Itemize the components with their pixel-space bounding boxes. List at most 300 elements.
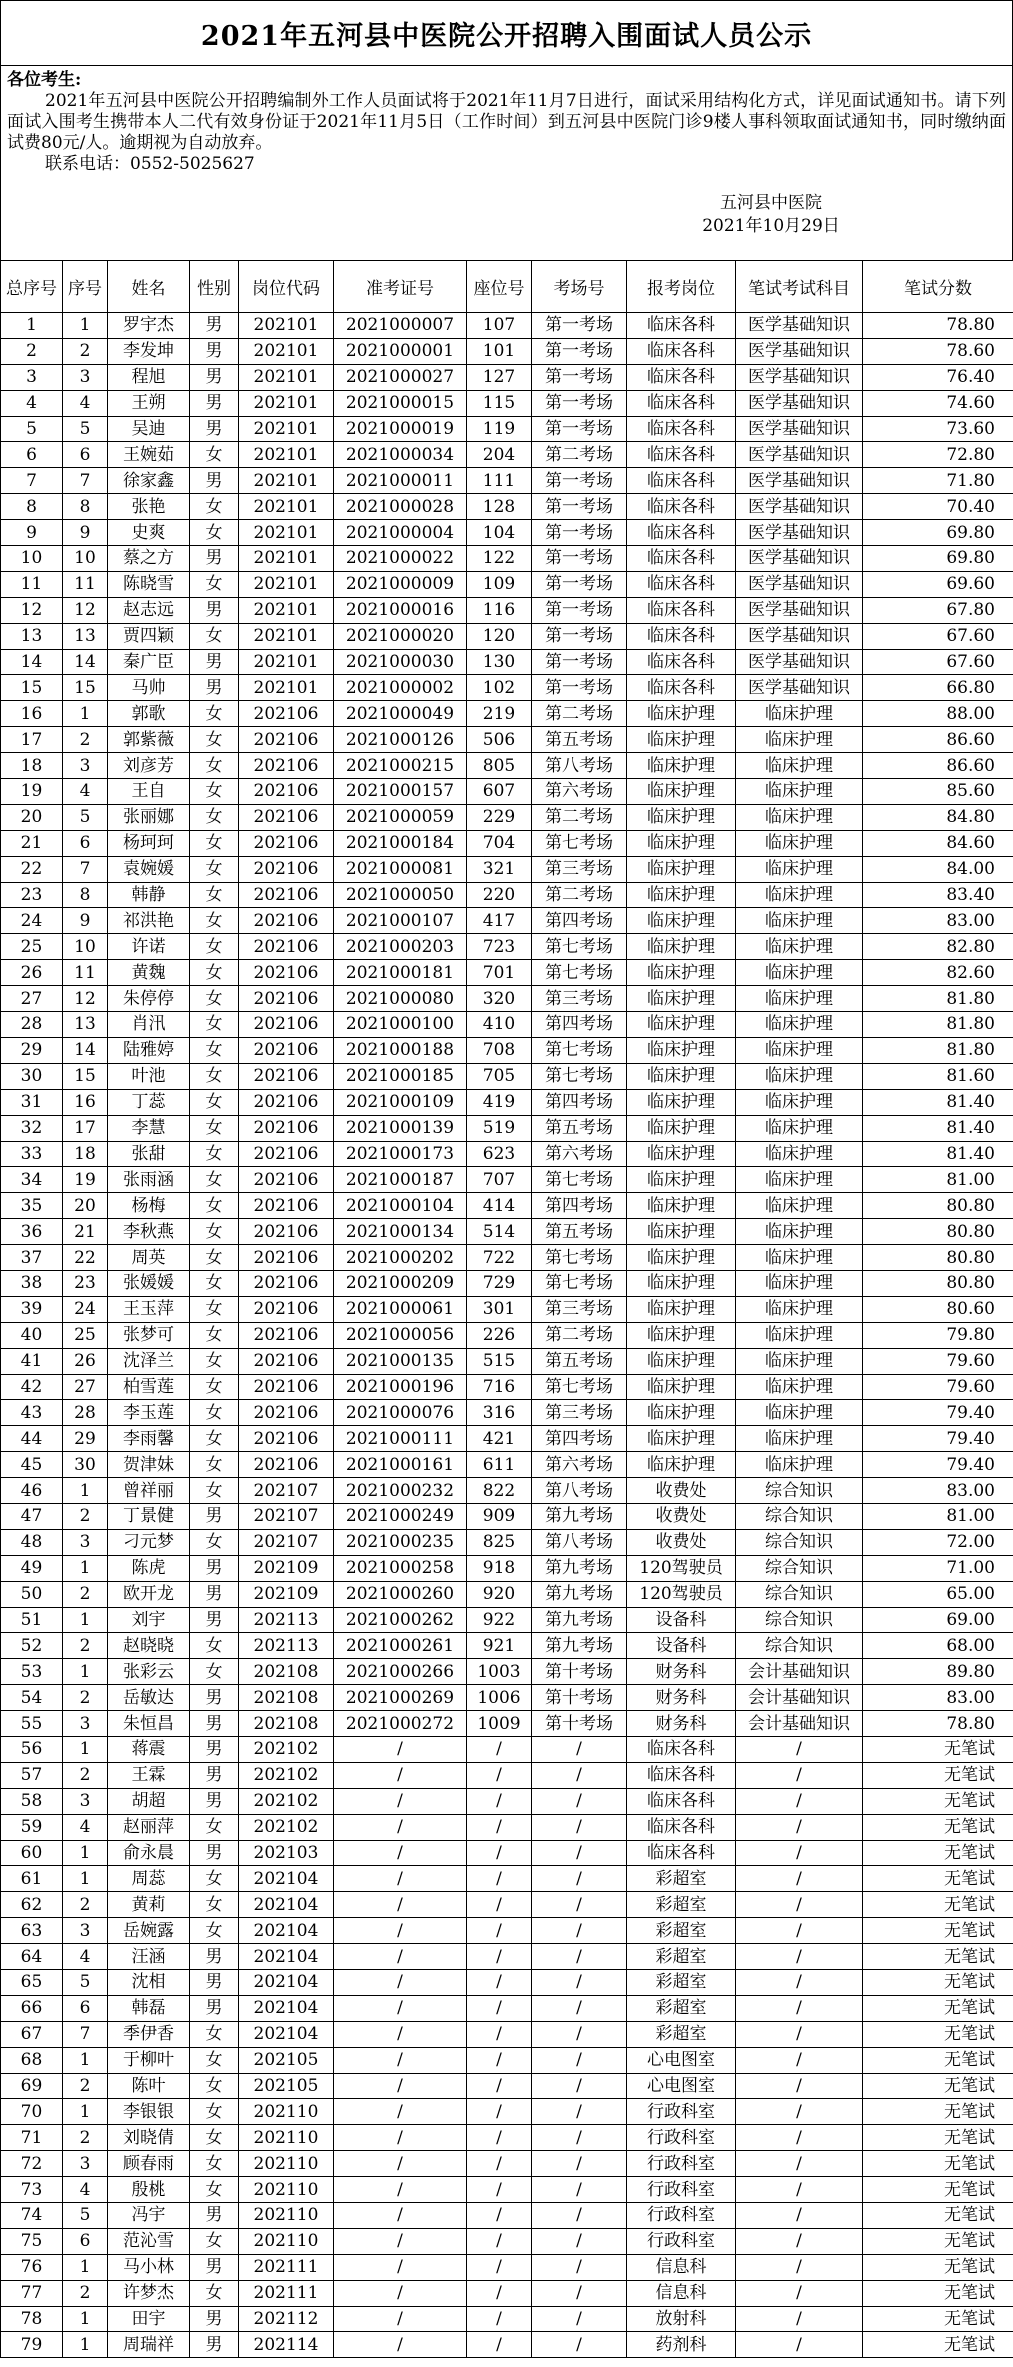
- cell-post-code: 202106: [239, 934, 334, 960]
- cell-seat-no: 107: [467, 313, 532, 339]
- cell-post-code: 202105: [239, 2047, 334, 2073]
- table-row: [1, 856, 1013, 882]
- cell-exam-subject: 临床护理: [736, 1063, 863, 1089]
- cell-gender: 男: [190, 1840, 239, 1866]
- cell-seq-no: 29: [63, 1426, 108, 1452]
- cell-name: 赵志远: [108, 597, 190, 623]
- cell-position: 临床护理: [627, 1374, 736, 1400]
- cell-gender: 男: [190, 1736, 239, 1762]
- cell-name: 陈叶: [108, 2073, 190, 2099]
- cell-position: 财务科: [627, 1685, 736, 1711]
- cell-exam-subject: 临床护理: [736, 1426, 863, 1452]
- column-header-total-no: 总序号: [1, 261, 63, 313]
- cell-room-no: 第七考场: [532, 1167, 627, 1193]
- cell-position: 设备科: [627, 1633, 736, 1659]
- cell-gender: 女: [190, 1400, 239, 1426]
- cell-ticket-no: /: [334, 1892, 467, 1918]
- cell-total-no: 34: [1, 1167, 63, 1193]
- column-header-room-no: 考场号: [532, 261, 627, 313]
- cell-score: 80.80: [863, 1270, 1013, 1296]
- table-row: [1, 623, 1013, 649]
- cell-seq-no: 1: [63, 701, 108, 727]
- cell-seq-no: 18: [63, 1141, 108, 1167]
- table-row: [1, 1788, 1013, 1814]
- cell-exam-subject: 医学基础知识: [736, 597, 863, 623]
- cell-post-code: 202106: [239, 856, 334, 882]
- cell-seq-no: 14: [63, 1037, 108, 1063]
- cell-ticket-no: 2021000187: [334, 1167, 467, 1193]
- cell-total-no: 39: [1, 1296, 63, 1322]
- cell-position: 行政科室: [627, 2151, 736, 2177]
- cell-total-no: 56: [1, 1736, 63, 1762]
- cell-seat-no: 301: [467, 1296, 532, 1322]
- notice-block: [0, 65, 1013, 260]
- notice-contact: 联系电话：0552-5025627: [45, 154, 255, 174]
- cell-exam-subject: 临床护理: [736, 1115, 863, 1141]
- cell-exam-subject: 综合知识: [736, 1529, 863, 1555]
- cell-seq-no: 2: [63, 727, 108, 753]
- cell-exam-subject: /: [736, 2228, 863, 2254]
- cell-total-no: 5: [1, 416, 63, 442]
- cell-room-no: /: [532, 2254, 627, 2280]
- cell-position: 行政科室: [627, 2099, 736, 2125]
- cell-seat-no: /: [467, 1866, 532, 1892]
- cell-exam-subject: 综合知识: [736, 1503, 863, 1529]
- cell-room-no: 第三考场: [532, 856, 627, 882]
- cell-position: 临床护理: [627, 908, 736, 934]
- cell-seq-no: 12: [63, 597, 108, 623]
- cell-seq-no: 5: [63, 804, 108, 830]
- cell-seat-no: 321: [467, 856, 532, 882]
- cell-total-no: 40: [1, 1322, 63, 1348]
- cell-position: 彩超室: [627, 1918, 736, 1944]
- cell-post-code: 202102: [239, 1736, 334, 1762]
- column-header-seat-no: 座位号: [467, 261, 532, 313]
- cell-seat-no: 723: [467, 934, 532, 960]
- cell-seq-no: 1: [63, 1478, 108, 1504]
- cell-seq-no: 1: [63, 1659, 108, 1685]
- table-row: [1, 649, 1013, 675]
- cell-ticket-no: 2021000203: [334, 934, 467, 960]
- cell-exam-subject: /: [736, 1840, 863, 1866]
- cell-position: 临床各科: [627, 623, 736, 649]
- cell-seq-no: 4: [63, 390, 108, 416]
- cell-name: 罗宇杰: [108, 313, 190, 339]
- cell-seq-no: 1: [63, 313, 108, 339]
- cell-gender: 女: [190, 442, 239, 468]
- table-row: [1, 1736, 1013, 1762]
- cell-gender: 女: [190, 986, 239, 1012]
- cell-seq-no: 2: [63, 1503, 108, 1529]
- cell-ticket-no: /: [334, 1995, 467, 2021]
- cell-gender: 女: [190, 934, 239, 960]
- cell-name: 袁婉媛: [108, 856, 190, 882]
- cell-gender: 男: [190, 2332, 239, 2358]
- cell-score: 67.60: [863, 649, 1013, 675]
- cell-total-no: 2: [1, 338, 63, 364]
- cell-score: 81.40: [863, 1115, 1013, 1141]
- table-row: [1, 1503, 1013, 1529]
- cell-total-no: 14: [1, 649, 63, 675]
- table-row: [1, 1348, 1013, 1374]
- cell-exam-subject: /: [736, 1788, 863, 1814]
- cell-total-no: 38: [1, 1270, 63, 1296]
- cell-total-no: 17: [1, 727, 63, 753]
- cell-seq-no: 1: [63, 1736, 108, 1762]
- cell-total-no: 37: [1, 1245, 63, 1271]
- table-row: [1, 1633, 1013, 1659]
- cell-position: 临床护理: [627, 753, 736, 779]
- cell-gender: 女: [190, 2047, 239, 2073]
- cell-total-no: 51: [1, 1607, 63, 1633]
- cell-total-no: 31: [1, 1089, 63, 1115]
- cell-exam-subject: 医学基础知识: [736, 520, 863, 546]
- cell-score: 70.40: [863, 494, 1013, 520]
- cell-score: 无笔试: [863, 1918, 1013, 1944]
- notice-issuer: 五河县中医院: [720, 193, 822, 213]
- cell-seat-no: 119: [467, 416, 532, 442]
- cell-position: 彩超室: [627, 2021, 736, 2047]
- cell-room-no: 第二考场: [532, 701, 627, 727]
- cell-score: 81.80: [863, 1037, 1013, 1063]
- cell-gender: 男: [190, 675, 239, 701]
- cell-seat-no: 421: [467, 1426, 532, 1452]
- cell-ticket-no: 2021000266: [334, 1659, 467, 1685]
- table-row: [1, 520, 1013, 546]
- table-row: [1, 2125, 1013, 2151]
- cell-seat-no: 410: [467, 1012, 532, 1038]
- cell-total-no: 71: [1, 2125, 63, 2151]
- cell-post-code: 202104: [239, 1918, 334, 1944]
- cell-room-no: /: [532, 1840, 627, 1866]
- cell-position: 临床各科: [627, 1762, 736, 1788]
- cell-gender: 男: [190, 1944, 239, 1970]
- cell-seat-no: 701: [467, 960, 532, 986]
- cell-total-no: 59: [1, 1814, 63, 1840]
- cell-gender: 女: [190, 2073, 239, 2099]
- cell-exam-subject: 医学基础知识: [736, 494, 863, 520]
- cell-seat-no: /: [467, 2047, 532, 2073]
- cell-exam-subject: 综合知识: [736, 1478, 863, 1504]
- cell-position: 设备科: [627, 1607, 736, 1633]
- cell-gender: 女: [190, 1037, 239, 1063]
- cell-ticket-no: /: [334, 1840, 467, 1866]
- cell-total-no: 46: [1, 1478, 63, 1504]
- table-row: [1, 727, 1013, 753]
- cell-gender: 男: [190, 2203, 239, 2229]
- cell-seq-no: 6: [63, 1995, 108, 2021]
- cell-exam-subject: 临床护理: [736, 908, 863, 934]
- cell-seq-no: 1: [63, 1866, 108, 1892]
- cell-name: 刁元梦: [108, 1529, 190, 1555]
- cell-ticket-no: 2021000104: [334, 1193, 467, 1219]
- cell-ticket-no: 2021000269: [334, 1685, 467, 1711]
- cell-ticket-no: /: [334, 2073, 467, 2099]
- cell-ticket-no: 2021000209: [334, 1270, 467, 1296]
- cell-exam-subject: /: [736, 1892, 863, 1918]
- cell-name: 丁景健: [108, 1503, 190, 1529]
- cell-ticket-no: 2021000080: [334, 986, 467, 1012]
- cell-post-code: 202101: [239, 675, 334, 701]
- cell-seat-no: /: [467, 2228, 532, 2254]
- cell-ticket-no: 2021000009: [334, 571, 467, 597]
- cell-score: 84.00: [863, 856, 1013, 882]
- cell-ticket-no: 2021000076: [334, 1400, 467, 1426]
- cell-position: 临床护理: [627, 882, 736, 908]
- cell-room-no: 第八考场: [532, 753, 627, 779]
- cell-room-no: 第一考场: [532, 338, 627, 364]
- cell-seq-no: 1: [63, 1555, 108, 1581]
- cell-seq-no: 9: [63, 908, 108, 934]
- cell-position: 临床护理: [627, 1400, 736, 1426]
- cell-score: 65.00: [863, 1581, 1013, 1607]
- cell-seat-no: 111: [467, 468, 532, 494]
- cell-name: 肖汛: [108, 1012, 190, 1038]
- cell-post-code: 202113: [239, 1607, 334, 1633]
- title-box: [0, 0, 1013, 65]
- cell-score: 67.60: [863, 623, 1013, 649]
- cell-post-code: 202106: [239, 804, 334, 830]
- cell-exam-subject: 医学基础知识: [736, 442, 863, 468]
- table-row: [1, 1426, 1013, 1452]
- cell-score: 无笔试: [863, 2151, 1013, 2177]
- cell-post-code: 202104: [239, 1970, 334, 1996]
- cell-room-no: 第一考场: [532, 364, 627, 390]
- cell-gender: 女: [190, 1296, 239, 1322]
- cell-name: 张甜: [108, 1141, 190, 1167]
- cell-score: 无笔试: [863, 2280, 1013, 2306]
- cell-total-no: 4: [1, 390, 63, 416]
- cell-score: 无笔试: [863, 1788, 1013, 1814]
- cell-room-no: 第七考场: [532, 1374, 627, 1400]
- cell-total-no: 53: [1, 1659, 63, 1685]
- cell-position: 临床护理: [627, 960, 736, 986]
- cell-gender: 男: [190, 1581, 239, 1607]
- table-row: [1, 442, 1013, 468]
- cell-position: 临床护理: [627, 1245, 736, 1271]
- cell-score: 无笔试: [863, 1736, 1013, 1762]
- cell-exam-subject: 临床护理: [736, 1270, 863, 1296]
- cell-name: 胡超: [108, 1788, 190, 1814]
- cell-name: 秦广臣: [108, 649, 190, 675]
- cell-name: 俞永晨: [108, 1840, 190, 1866]
- cell-name: 王自: [108, 779, 190, 805]
- cell-room-no: /: [532, 1918, 627, 1944]
- cell-name: 殷桃: [108, 2177, 190, 2203]
- cell-room-no: /: [532, 1814, 627, 1840]
- cell-room-no: 第六考场: [532, 779, 627, 805]
- cell-score: 83.00: [863, 908, 1013, 934]
- cell-score: 89.80: [863, 1659, 1013, 1685]
- cell-seat-no: 920: [467, 1581, 532, 1607]
- table-row: [1, 1607, 1013, 1633]
- cell-exam-subject: 临床护理: [736, 1296, 863, 1322]
- cell-gender: 女: [190, 701, 239, 727]
- cell-room-no: /: [532, 2125, 627, 2151]
- cell-gender: 女: [190, 520, 239, 546]
- column-header-name: 姓名: [108, 261, 190, 313]
- cell-seq-no: 15: [63, 1063, 108, 1089]
- cell-seat-no: 130: [467, 649, 532, 675]
- cell-exam-subject: /: [736, 1970, 863, 1996]
- cell-post-code: 202106: [239, 908, 334, 934]
- cell-seq-no: 2: [63, 1581, 108, 1607]
- cell-post-code: 202101: [239, 571, 334, 597]
- cell-name: 顾春雨: [108, 2151, 190, 2177]
- cell-room-no: 第三考场: [532, 1296, 627, 1322]
- cell-gender: 女: [190, 960, 239, 986]
- cell-gender: 女: [190, 1012, 239, 1038]
- cell-room-no: /: [532, 2228, 627, 2254]
- cell-seat-no: /: [467, 1762, 532, 1788]
- table-row: [1, 1866, 1013, 1892]
- cell-seq-no: 27: [63, 1374, 108, 1400]
- cell-score: 无笔试: [863, 1995, 1013, 2021]
- cell-name: 朱恒昌: [108, 1711, 190, 1737]
- cell-seat-no: /: [467, 1995, 532, 2021]
- cell-exam-subject: 医学基础知识: [736, 675, 863, 701]
- cell-position: 临床各科: [627, 597, 736, 623]
- cell-score: 无笔试: [863, 1814, 1013, 1840]
- cell-seq-no: 3: [63, 1711, 108, 1737]
- cell-score: 83.00: [863, 1685, 1013, 1711]
- cell-ticket-no: 2021000034: [334, 442, 467, 468]
- notice-body: 2021年五河县中医院公开招聘编制外工作人员面试将于2021年11月7日进行，面试采用结构化方式，详见面试通知书。请下列面试入围考生携带本人二代有效身份证于2021年11月5日（工作时间）到五河县中医院门诊9楼人事科领取面试通知书，同时缴纳面试费80元/人。逾期视为自动放弃。: [7, 91, 1006, 153]
- cell-seat-no: /: [467, 1892, 532, 1918]
- cell-total-no: 69: [1, 2073, 63, 2099]
- cell-seq-no: 1: [63, 2047, 108, 2073]
- table-row: [1, 675, 1013, 701]
- cell-name: 许梦杰: [108, 2280, 190, 2306]
- column-header-seq-no: 序号: [63, 261, 108, 313]
- cell-total-no: 16: [1, 701, 63, 727]
- table-row: [1, 338, 1013, 364]
- cell-position: 临床护理: [627, 934, 736, 960]
- column-header-ticket-no: 准考证号: [334, 261, 467, 313]
- cell-ticket-no: 2021000015: [334, 390, 467, 416]
- cell-ticket-no: /: [334, 1866, 467, 1892]
- cell-name: 岳敏达: [108, 1685, 190, 1711]
- cell-position: 临床各科: [627, 364, 736, 390]
- table-row: [1, 416, 1013, 442]
- cell-name: 陈晓雪: [108, 571, 190, 597]
- cell-post-code: 202106: [239, 1296, 334, 1322]
- cell-name: 张梦可: [108, 1322, 190, 1348]
- cell-total-no: 36: [1, 1219, 63, 1245]
- cell-total-no: 19: [1, 779, 63, 805]
- cell-ticket-no: 2021000019: [334, 416, 467, 442]
- cell-seq-no: 15: [63, 675, 108, 701]
- cell-seat-no: 729: [467, 1270, 532, 1296]
- cell-position: 临床各科: [627, 546, 736, 572]
- cell-ticket-no: 2021000157: [334, 779, 467, 805]
- cell-seq-no: 24: [63, 1296, 108, 1322]
- cell-score: 86.60: [863, 753, 1013, 779]
- cell-post-code: 202111: [239, 2254, 334, 2280]
- cell-seat-no: 716: [467, 1374, 532, 1400]
- cell-position: 临床护理: [627, 1322, 736, 1348]
- cell-room-no: /: [532, 2332, 627, 2358]
- cell-room-no: 第七考场: [532, 1063, 627, 1089]
- cell-ticket-no: 2021000196: [334, 1374, 467, 1400]
- cell-seq-no: 3: [63, 1788, 108, 1814]
- cell-name: 冯宇: [108, 2203, 190, 2229]
- cell-exam-subject: /: [736, 2021, 863, 2047]
- cell-total-no: 6: [1, 442, 63, 468]
- cell-room-no: 第一考场: [532, 313, 627, 339]
- cell-total-no: 45: [1, 1452, 63, 1478]
- cell-room-no: /: [532, 2177, 627, 2203]
- cell-exam-subject: /: [736, 2306, 863, 2332]
- cell-score: 71.00: [863, 1555, 1013, 1581]
- cell-ticket-no: 2021000011: [334, 468, 467, 494]
- cell-ticket-no: /: [334, 1970, 467, 1996]
- cell-room-no: 第一考场: [532, 520, 627, 546]
- cell-exam-subject: 临床护理: [736, 1012, 863, 1038]
- cell-ticket-no: 2021000049: [334, 701, 467, 727]
- cell-post-code: 202106: [239, 1426, 334, 1452]
- cell-score: 80.80: [863, 1219, 1013, 1245]
- cell-seat-no: 918: [467, 1555, 532, 1581]
- cell-exam-subject: 临床护理: [736, 882, 863, 908]
- cell-seq-no: 19: [63, 1167, 108, 1193]
- cell-post-code: 202111: [239, 2280, 334, 2306]
- cell-ticket-no: 2021000059: [334, 804, 467, 830]
- cell-seat-no: 705: [467, 1063, 532, 1089]
- cell-seat-no: 122: [467, 546, 532, 572]
- cell-post-code: 202107: [239, 1529, 334, 1555]
- cell-room-no: 第一考场: [532, 597, 627, 623]
- table-row: [1, 882, 1013, 908]
- cell-position: 心电图室: [627, 2073, 736, 2099]
- cell-total-no: 25: [1, 934, 63, 960]
- cell-total-no: 22: [1, 856, 63, 882]
- cell-position: 药剂科: [627, 2332, 736, 2358]
- cell-score: 73.60: [863, 416, 1013, 442]
- table-row: [1, 1219, 1013, 1245]
- cell-total-no: 32: [1, 1115, 63, 1141]
- cell-ticket-no: 2021000249: [334, 1503, 467, 1529]
- table-row: [1, 2073, 1013, 2099]
- table-row: [1, 1478, 1013, 1504]
- cell-gender: 女: [190, 1063, 239, 1089]
- cell-exam-subject: 临床护理: [736, 1374, 863, 1400]
- table-row: [1, 1193, 1013, 1219]
- cell-gender: 女: [190, 1115, 239, 1141]
- cell-seq-no: 7: [63, 2021, 108, 2047]
- cell-exam-subject: 临床护理: [736, 986, 863, 1012]
- cell-seat-no: 1009: [467, 1711, 532, 1737]
- cell-post-code: 202107: [239, 1478, 334, 1504]
- table-row: [1, 1296, 1013, 1322]
- cell-name: 曾祥丽: [108, 1478, 190, 1504]
- cell-score: 72.80: [863, 442, 1013, 468]
- cell-position: 行政科室: [627, 2228, 736, 2254]
- cell-name: 李雨馨: [108, 1426, 190, 1452]
- cell-room-no: /: [532, 1995, 627, 2021]
- cell-post-code: 202101: [239, 313, 334, 339]
- cell-name: 杨珂珂: [108, 830, 190, 856]
- cell-gender: 女: [190, 1426, 239, 1452]
- cell-name: 陆雅婷: [108, 1037, 190, 1063]
- cell-position: 收费处: [627, 1503, 736, 1529]
- cell-post-code: 202101: [239, 597, 334, 623]
- cell-room-no: 第九考场: [532, 1503, 627, 1529]
- cell-gender: 男: [190, 1788, 239, 1814]
- cell-score: 无笔试: [863, 1944, 1013, 1970]
- cell-ticket-no: 2021000020: [334, 623, 467, 649]
- cell-gender: 女: [190, 1193, 239, 1219]
